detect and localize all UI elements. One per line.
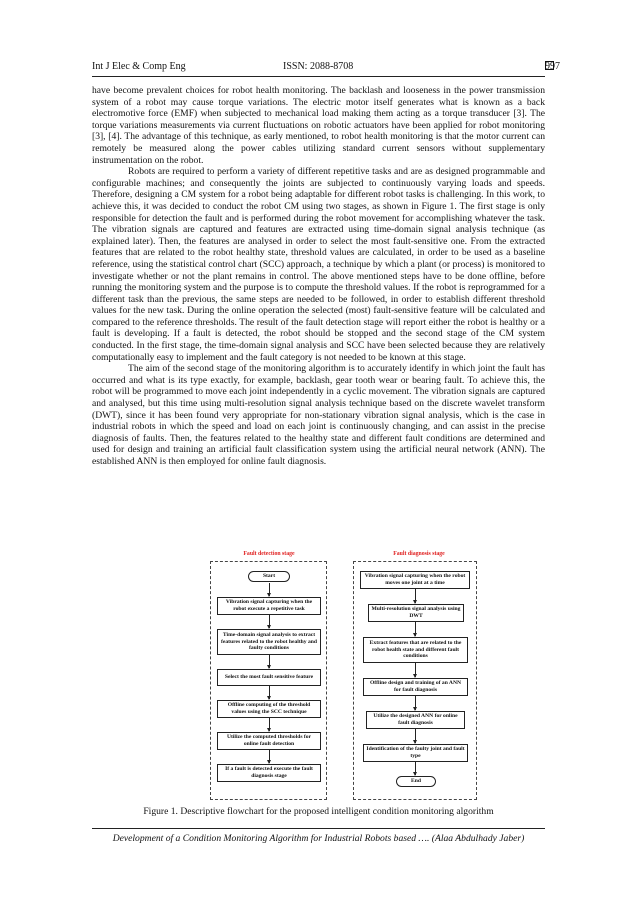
footer-rule (92, 828, 545, 829)
issn: ISSN: 2088-8708 (283, 61, 354, 72)
flow-arrow (415, 589, 416, 603)
paragraph-3: The aim of the second stage of the monitoring algorithm is to accurately identify in which joint the fault has occurred and what is its type exactly, for example, backlash, gear tooth wear or bearing fault. To achieve this, the robot will be programmed to move each joint independently in a cyclic movement. The vibration signals are captured and analysed, but this time using multi-resolution signal analysis technique based on the discrete wavelet transform (DWT), since it has been found very appropriate for non-stationary vibration signal analysis, which is the case in industrial robots in which the speed and load on each joint is continuously changing, and can assist in the precise diagnosis of faults. Then, the features related to the healthy state and different fault conditions are determined and used for design and training an artificial fault classification system using the artificial neural network (ANN). The established ANN is then employed for online fault diagnosis. (92, 363, 545, 467)
flow-arrow (269, 718, 270, 731)
diagnosis-step-online-ann: Utilize the designed ANN for online fault diagnosis (366, 711, 465, 729)
diagnosis-step-identification: Identification of the faulty joint and fault type (363, 744, 468, 762)
flow-arrow (269, 583, 270, 596)
running-footer: Development of a Condition Monitoring Algorithm for Industrial Robots based …. (Alaa Abdulhady Jaber) (112, 833, 525, 844)
flow-arrow (269, 750, 270, 763)
flowchart-figure (200, 551, 490, 799)
figure-caption: Figure 1. Descriptive flowchart for the proposed intelligent condition monitoring algorithm (143, 806, 494, 817)
diagnosis-stage-title: Fault diagnosis stage (393, 551, 445, 557)
start-terminal: Start (248, 571, 290, 582)
flow-arrow (269, 686, 270, 699)
diagnosis-step-dwt: Multi-resolution signal analysis using DWT (368, 604, 464, 622)
detection-step-online-detection: Utilize the computed thresholds for online fault detection (217, 732, 321, 750)
detection-step-thresholds: Offline computing of the threshold values using the SCC technique (217, 700, 321, 718)
detection-step-time-domain: Time-domain signal analysis to extract features related to the robot healthy and faulty conditions (217, 629, 321, 655)
paragraph-1: have become prevalent choices for robot health monitoring. The backlash and looseness in the power transmission system of a robot may cause torque variations. The electric motor itself generates what is known as a back electromotive force (EMF) when subjected to mechanical load making them acting as a torque transducer [3]. The torque variations measurements via current fluctuations on robotic actuators have been applied for robot monitoring [3], [4]. The advantage of this technique, as early mentioned, to robot health monitoring is that the motor current can remotely be measured along the power cables utilizing standard current sensors without supplementary instrumentation on the robot. (92, 85, 545, 166)
header-rule (92, 76, 545, 77)
flow-arrow (415, 729, 416, 743)
diagnosis-step-ann-training: Offline design and training of an ANN for fault diagnosis (363, 678, 468, 696)
detection-step-capture: Vibration signal capturing when the robot execute a repetitive task (217, 597, 321, 615)
flow-arrow (269, 655, 270, 668)
detection-stage-title: Fault detection stage (243, 551, 295, 557)
paragraph-2: Robots are required to perform a variety of different repetitive tasks and are as designed programmable and configurable machines; and consequently the joints are subjected to continuously varying loads and speeds. Therefore, designing a CM system for a robot being adaptable for different robot tasks is challenging. In this work, to achieve this, it was decided to conduct the robot CM using two stages, as shown in Figure 1. The first stage is only responsible for detection the fault and is performed during the robot movement for accomplishing whatever the task. The vibration signals are captured and features are extracted using time-domain signal analysis technique (as explained later). Then, the features are analysed in order to select the most fault-sensitive one. From the extracted features that are related to the robot healthy state, threshold values are calculated, in order to be used as a baseline reference, using the statistical control chart (SCC) approach, a technique by which a plant (or process) is monitored to investigate whether or not the plant remains in control. The above mentioned steps have to be done offline, before running the monitoring system and the purpose is to compute the threshold values. If the robot is reprogrammed for a different task than the previous, the same steps are needed to be followed, in order to establish different threshold values for the new task. During the online operation the selected (most) fault-sensitive feature will be calculated and compared to the reference thresholds. The result of the fault detection stage will report either the robot is healthy or a fault is developing. If a fault is detected, the robot should be stopped and the second stage of the CM system conducted. In the first stage, the time-domain signal analysis and SCC have been selected because they are relatively computationally easy to implement and the fault category is not needed to be known at this stage. (92, 166, 545, 363)
flow-arrow (415, 696, 416, 710)
detection-step-select-feature: Select the most fault sensitive feature (217, 669, 321, 686)
diagnosis-step-extract-features: Extract features that are related to the robot health state and different fault conditions (363, 637, 468, 663)
flow-arrow (269, 615, 270, 628)
body-text (92, 85, 545, 468)
running-header (92, 61, 560, 75)
journal-name: Int J Elec & Comp Eng (92, 61, 186, 72)
diagnosis-step-capture: Vibration signal capturing when the robot moves one joint at a time (360, 571, 470, 589)
page-number: 997 (545, 61, 560, 72)
end-terminal: End (396, 776, 436, 787)
flow-arrow (415, 762, 416, 775)
detection-step-execute-diagnosis: If a fault is detected execute the fault diagnosis stage (217, 764, 321, 782)
flow-arrow (415, 663, 416, 677)
flow-arrow (415, 622, 416, 636)
